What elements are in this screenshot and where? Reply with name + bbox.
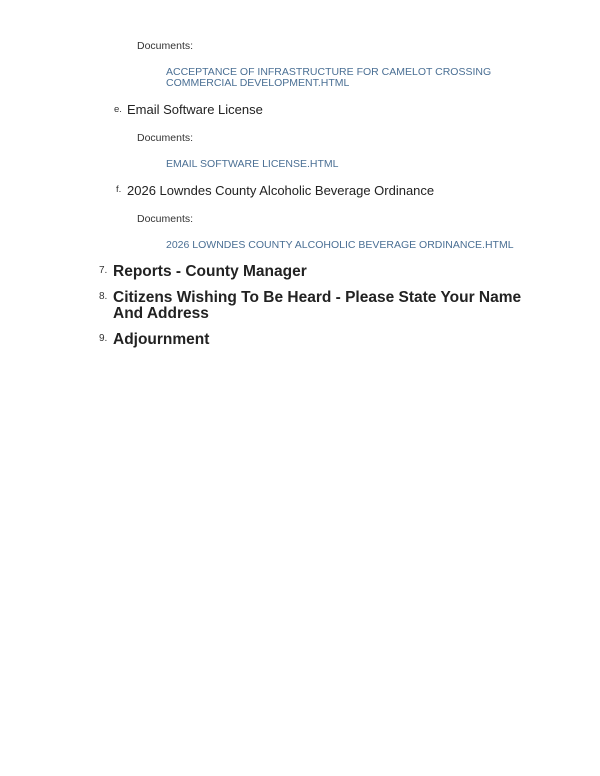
section-title-line: Adjournment [113,331,210,348]
document-link-alcoholic-beverage-ordinance[interactable] [166,239,514,251]
section-marker-8: 8. [99,291,108,302]
item-marker-f: f. [116,184,122,195]
document-link-line: ACCEPTANCE OF INFRASTRUCTURE FOR CAMELOT CROSSING [166,66,492,78]
section-marker-9: 9. [99,333,108,344]
documents-label: Documents: [137,40,194,52]
documents-label: Documents: [137,132,194,144]
section-title-reports-county-manager [113,264,307,280]
documents-label: Documents: [137,213,194,225]
item-title-alcoholic-beverage-ordinance: 2026 Lowndes County Alcoholic Beverage Ordinance [127,183,435,198]
section-title-citizens-wishing-to-be-heard [113,290,521,322]
section-title-line: Citizens Wishing To Be Heard - Please State Your Name [113,289,522,306]
document-link-camelot-crossing[interactable] [166,66,491,89]
section-marker-7: 7. [99,265,108,276]
item-marker-e: e. [114,104,122,115]
section-title-line: Reports - County Manager [113,263,307,280]
item-title-email-software-license: Email Software License [127,102,263,117]
document-link-email-software-license[interactable] [166,158,339,170]
document-link-line: EMAIL SOFTWARE LICENSE.HTML [166,158,339,170]
document-link-line: 2026 LOWNDES COUNTY ALCOHOLIC BEVERAGE ORDINANCE.HTML [166,239,514,251]
section-title-line: And Address [113,305,209,322]
document-link-line: COMMERCIAL DEVELOPMENT.HTML [166,77,350,89]
section-title-adjournment [113,332,209,348]
